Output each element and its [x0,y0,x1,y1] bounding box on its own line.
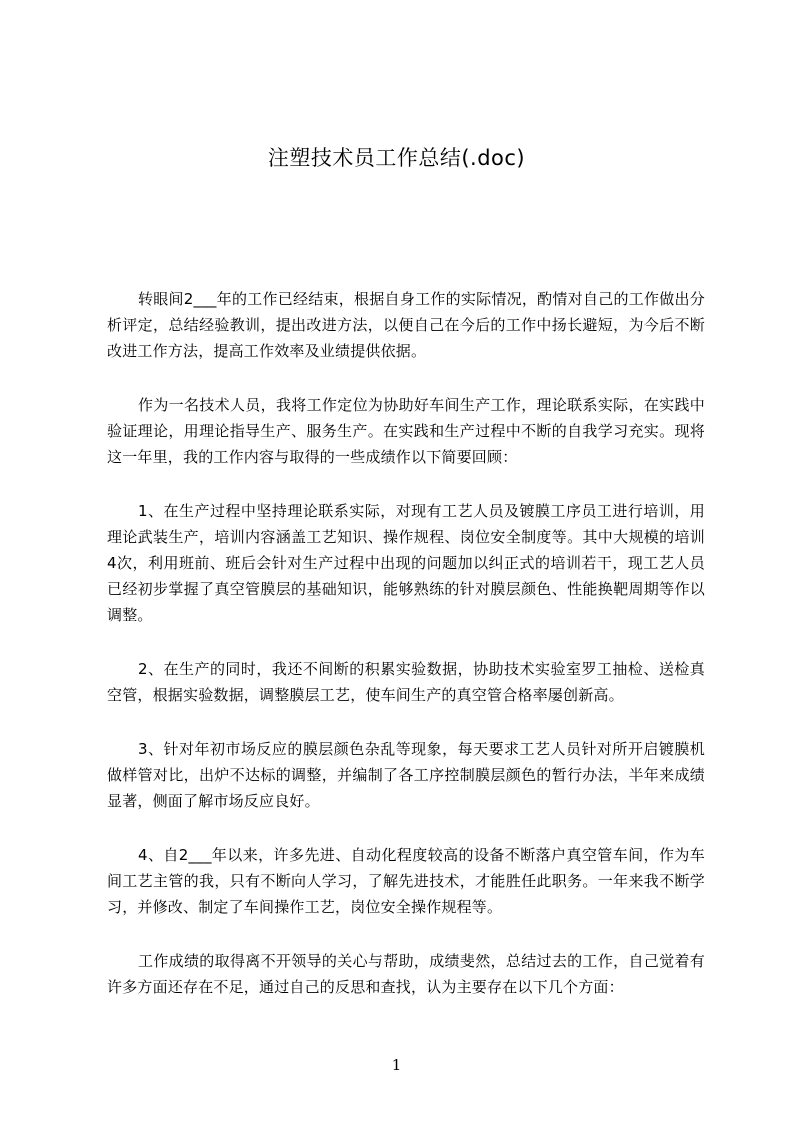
paragraph-intro: 转眼间2___年的工作已经结束，根据自身工作的实际情况，酌情对自己的工作做出分析评定，总结经验教训，提出改进方法，以便自己在今后的工作中扬长避短，为今后不断改进工作方法，提高工作效率及业绩提供依据。 [107,290,705,360]
paragraph-item-4: 4、自2___年以来，许多先进、自动化程度较高的设备不断落户真空管车间，作为车间工艺主管的我，只有不断向人学习，了解先进技术，才能胜任此职务。一年来我不断学习，并修改、制定了车间操作工艺，岗位安全操作规程等。 [107,846,705,916]
paragraph-item-3: 3、针对年初市场反应的膜层颜色杂乱等现象，每天要求工艺人员针对所开启镀膜机做样管对比，出炉不达标的调整，并编制了各工序控制膜层颜色的暂行办法，半年来成绩显著，侧面了解市场反应良好。 [107,740,705,810]
paragraph-item-2: 2、在生产的同时，我还不间断的积累实验数据，协助技术实验室罗工抽检、送检真空管，根据实验数据，调整膜层工艺，使车间生产的真空管合格率屡创新高。 [107,660,705,704]
document-body [107,286,705,1028]
page-title: 注塑技术员工作总结(.doc) [267,146,526,170]
page-number: 1 [391,1056,402,1074]
paragraph-role: 作为一名技术人员，我将工作定位为协助好车间生产工作，理论联系实际，在实践中验证理论，用理论指导生产、服务生产。在实践和生产过程中不断的自我学习充实。现将这一年里，我的工作内容与取得的一些成绩作以下简要回顾： [107,396,705,466]
paragraph-item-1: 1、在生产过程中坚持理论联系实际，对现有工艺人员及镀膜工序员工进行培训，用理论武装生产，培训内容涵盖工艺知识、操作规程、岗位安全制度等。其中大规模的培训4次，利用班前、班后会针对生产过程中出现的问题加以纠正式的培训若干，现工艺人员已经初步掌握了真空管膜层的基础知识，能够熟练的针对膜层颜色、性能换靶周期等作以调整。 [107,502,705,624]
paragraph-reflection: 工作成绩的取得离不开领导的关心与帮助，成绩斐然，总结过去的工作，自己觉着有许多方面还存在不足，通过自己的反思和查找，认为主要存在以下几个方面： [107,952,705,996]
